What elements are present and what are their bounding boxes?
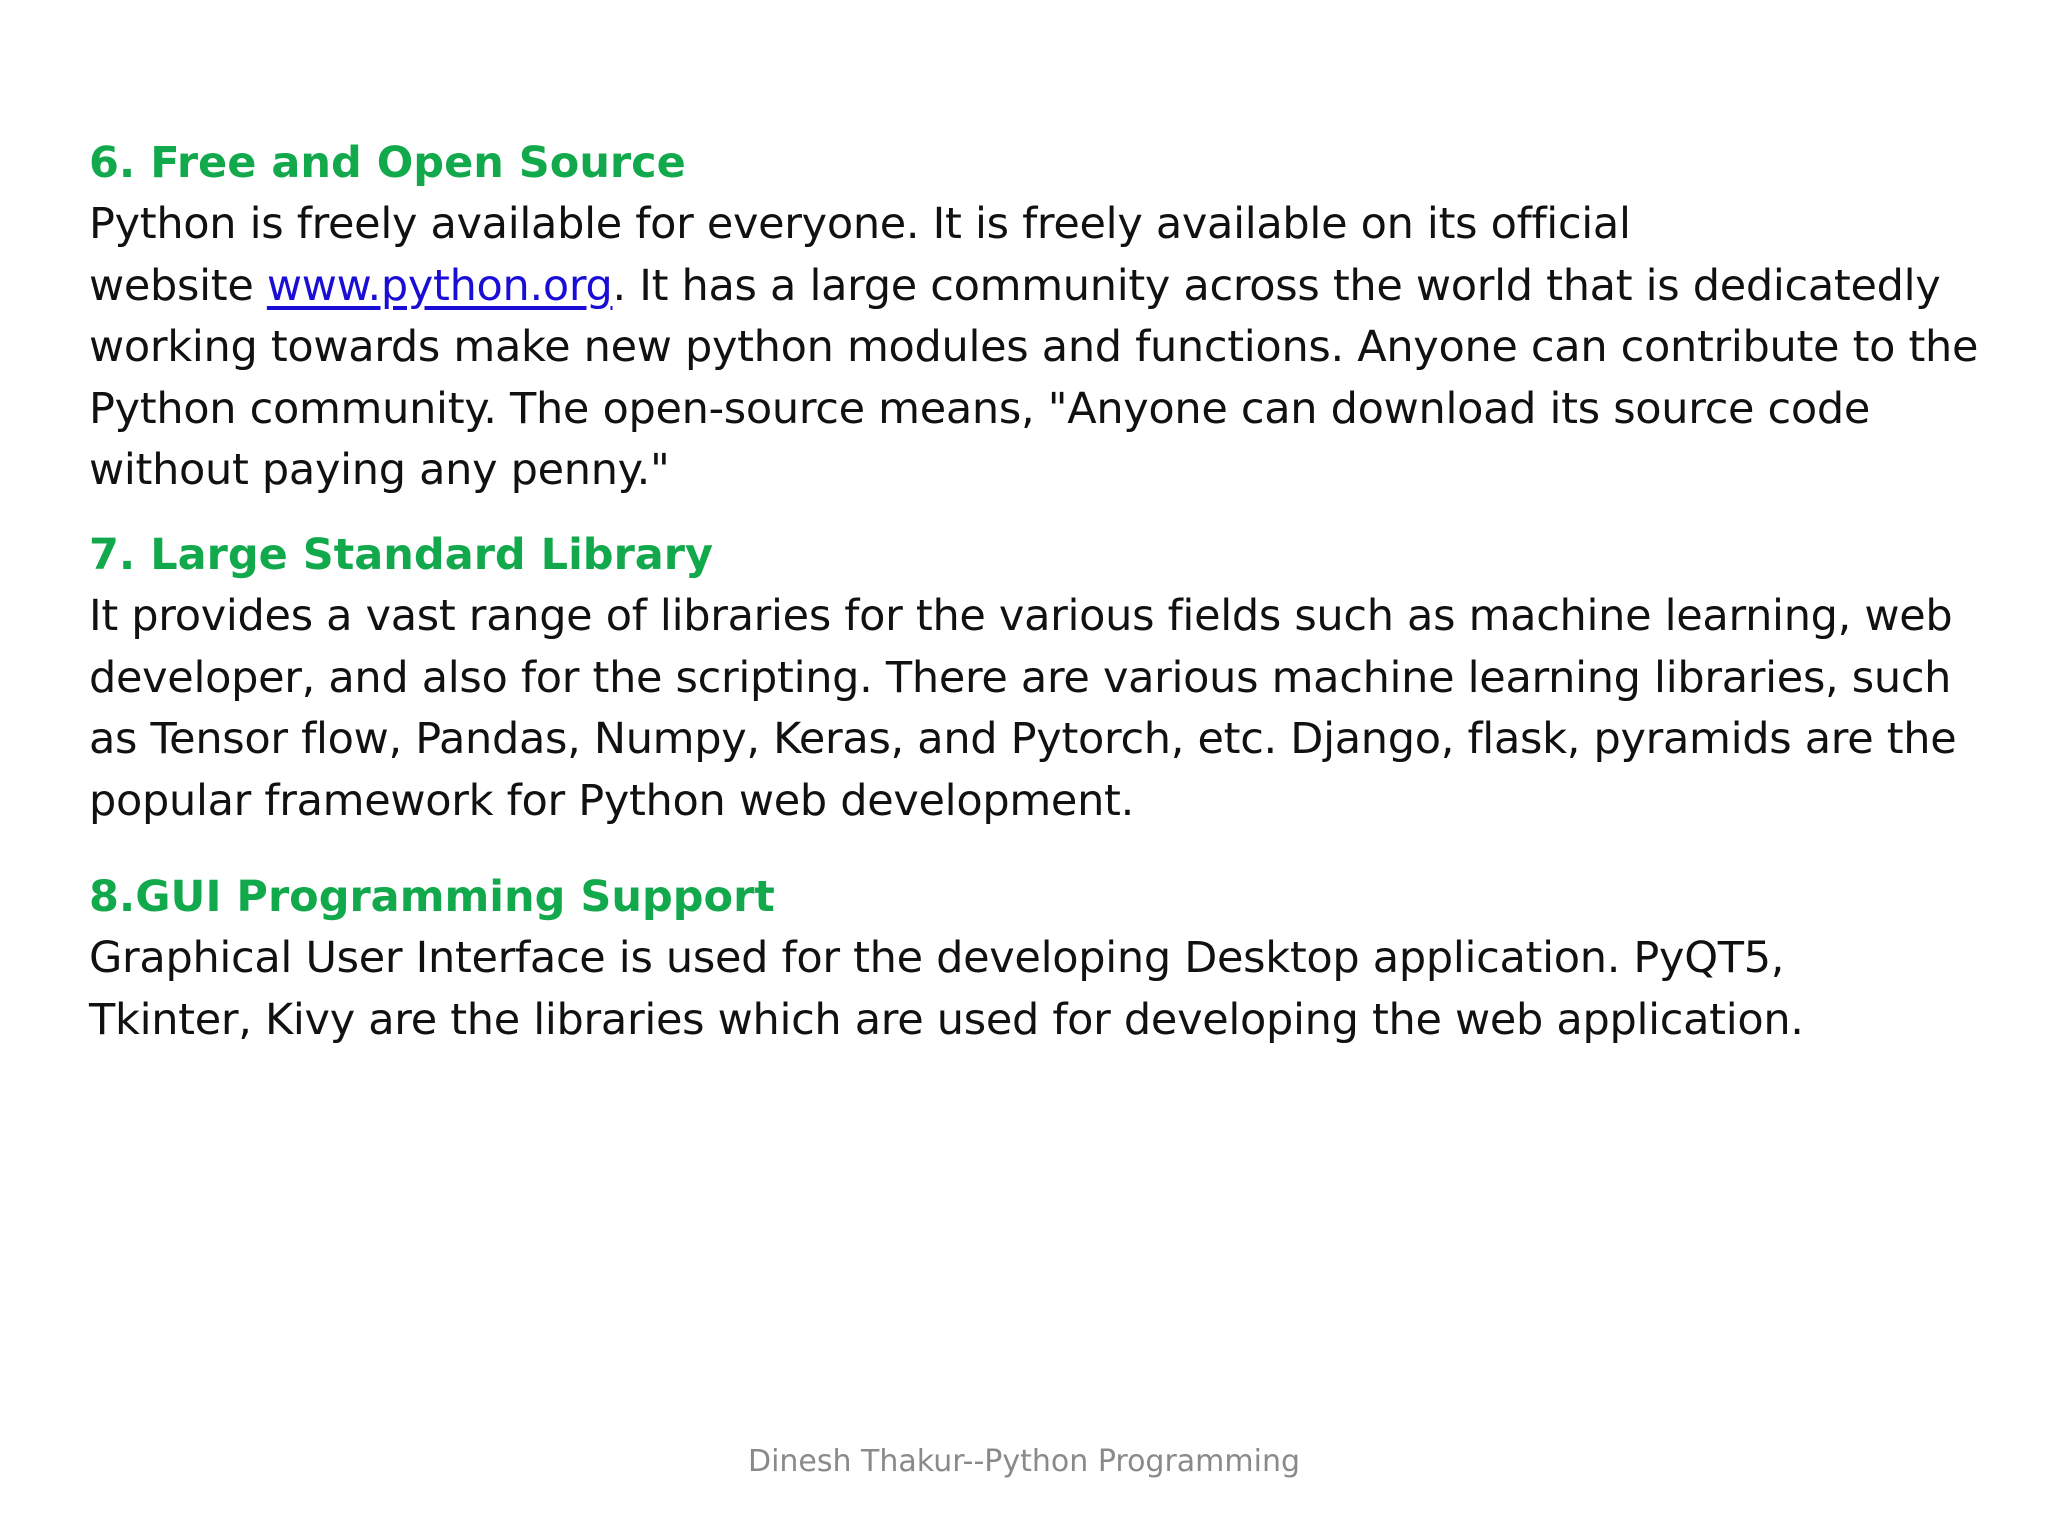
body-line: Graphical User Interface is used for the developing Desktop application. PyQT5, [89,933,1785,983]
section-heading: 7. Large Standard Library [89,530,714,580]
section-body [89,194,1978,502]
section-body [89,586,1956,832]
section-heading: 6. Free and Open Source [89,138,686,188]
body-line: without paying any penny." [89,445,670,495]
section-large-standard-library [89,524,1956,832]
body-text-fragment: . It has a large community across the world that is dedicatedly [612,260,1941,311]
body-line: Python community. The open-source means, "Anyone can download its source code [89,383,1871,434]
python-org-link[interactable]: www.python.org [266,260,613,311]
body-line: Tkinter, Kivy are the libraries which are used for developing the web application. [89,994,1804,1045]
body-text-fragment: website [89,260,267,311]
body-line: It provides a vast range of libraries for the various fields such as machine learning, web [89,591,1953,641]
section-body [89,928,1804,1051]
section-heading: 8.GUI Programming Support [89,872,775,922]
section-free-open-source [89,132,1978,502]
body-line: as Tensor flow, Pandas, Numpy, Keras, and Pytorch, etc. Django, flask, pyramids are the [89,714,1957,764]
body-line: Python is freely available for everyone. It is freely available on its official [89,199,1631,249]
section-gui-programming-support [89,866,1804,1051]
body-line: developer, and also for the scripting. There are various machine learning libraries, such [89,652,1952,703]
body-line: working towards make new python modules and functions. Anyone can contribute to the [89,322,1979,372]
body-line [89,256,1978,318]
body-line: popular framework for Python web development. [89,775,1134,826]
slide-footer: Dinesh Thakur--Python Programming [747,1444,1301,1479]
